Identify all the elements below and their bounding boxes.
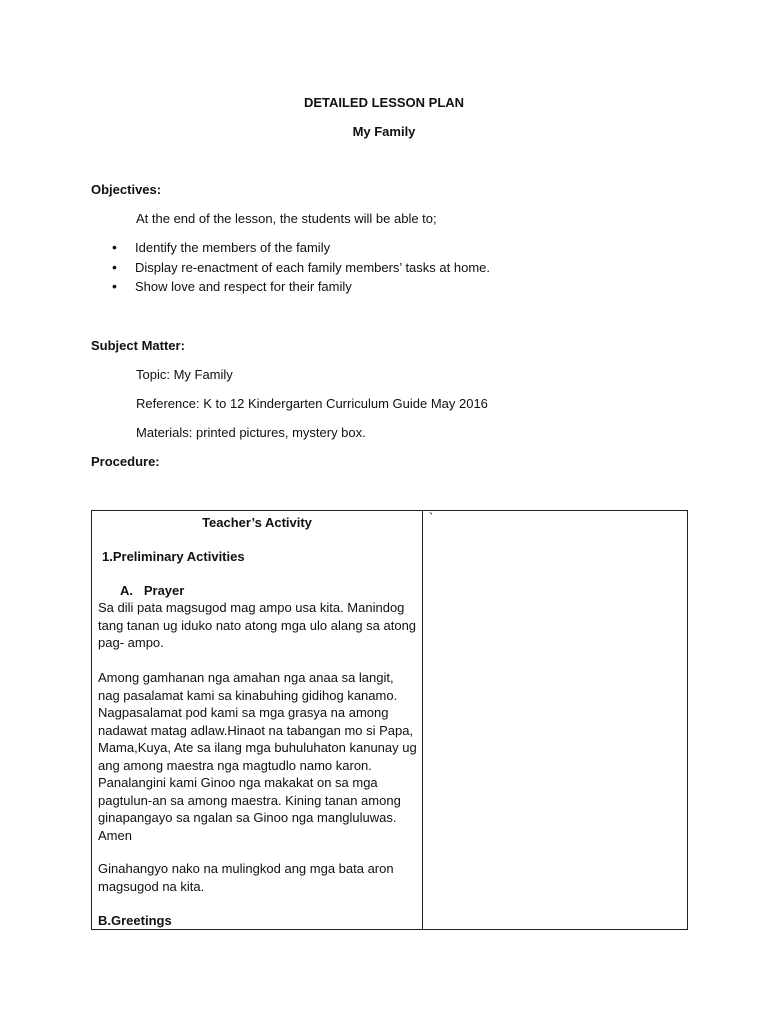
prayer-closing: Ginahangyo nako na mulingkod ang mga bata aron magsugod na kita. — [98, 861, 394, 894]
greetings-heading: B.Greetings — [98, 913, 172, 928]
objectives-intro: At the end of the lesson, the students will be able to; — [136, 211, 437, 226]
prayer-body: Among gamhanan nga amahan nga anaa sa langit, nag pasalamat kami sa kinabuhing gidihog kanamo. Nagpasalamat pod kami sa mga grasya na among nadawat matag adlaw.Hinaot na tabangan mo si Papa, Mama,Kuya, Ate sa ilang mga buhuluhaton kanunay ug ang among maestra nga magtudlo namo karon. Panalangini kami Ginoo nga makakat on sa mga pagtulun-an sa among maestra. Kining tanan among ginapangayo sa ngalan sa Ginoo nga mangluluwas. Amen — [98, 670, 417, 843]
teacher-activity-header: Teacher’s Activity — [202, 515, 312, 530]
objective-item: • Show love and respect for their family — [112, 277, 490, 297]
subject-materials: Materials: printed pictures, mystery box. — [136, 425, 366, 440]
preliminary-activities: 1.Preliminary Activities — [102, 549, 245, 564]
procedure-table — [91, 510, 688, 930]
prayer-heading: A. Prayer — [120, 583, 185, 598]
prayer-intro: Sa dili pata magsugod mag ampo usa kita. Manindog tang tanan ug iduko nato atong mga ulo alang sa atong pag- ampo. — [98, 600, 417, 650]
document-subtitle: My Family — [352, 124, 416, 139]
document-title: DETAILED LESSON PLAN — [303, 95, 465, 110]
objectives-list — [112, 238, 490, 297]
subject-topic: Topic: My Family — [136, 367, 233, 382]
student-activity-cell — [423, 511, 688, 930]
subject-reference: Reference: K to 12 Kindergarten Curriculum Guide May 2016 — [136, 396, 488, 411]
student-activity-mark: ` — [429, 510, 434, 525]
teacher-activity-cell — [92, 511, 423, 930]
objective-item: • Identify the members of the family — [112, 238, 490, 258]
objective-item: • Display re-enactment of each family members’ tasks at home. — [112, 258, 490, 278]
procedure-heading: Procedure: — [91, 454, 160, 469]
subject-matter-heading: Subject Matter: — [91, 338, 185, 353]
objectives-heading: Objectives: — [91, 182, 162, 197]
